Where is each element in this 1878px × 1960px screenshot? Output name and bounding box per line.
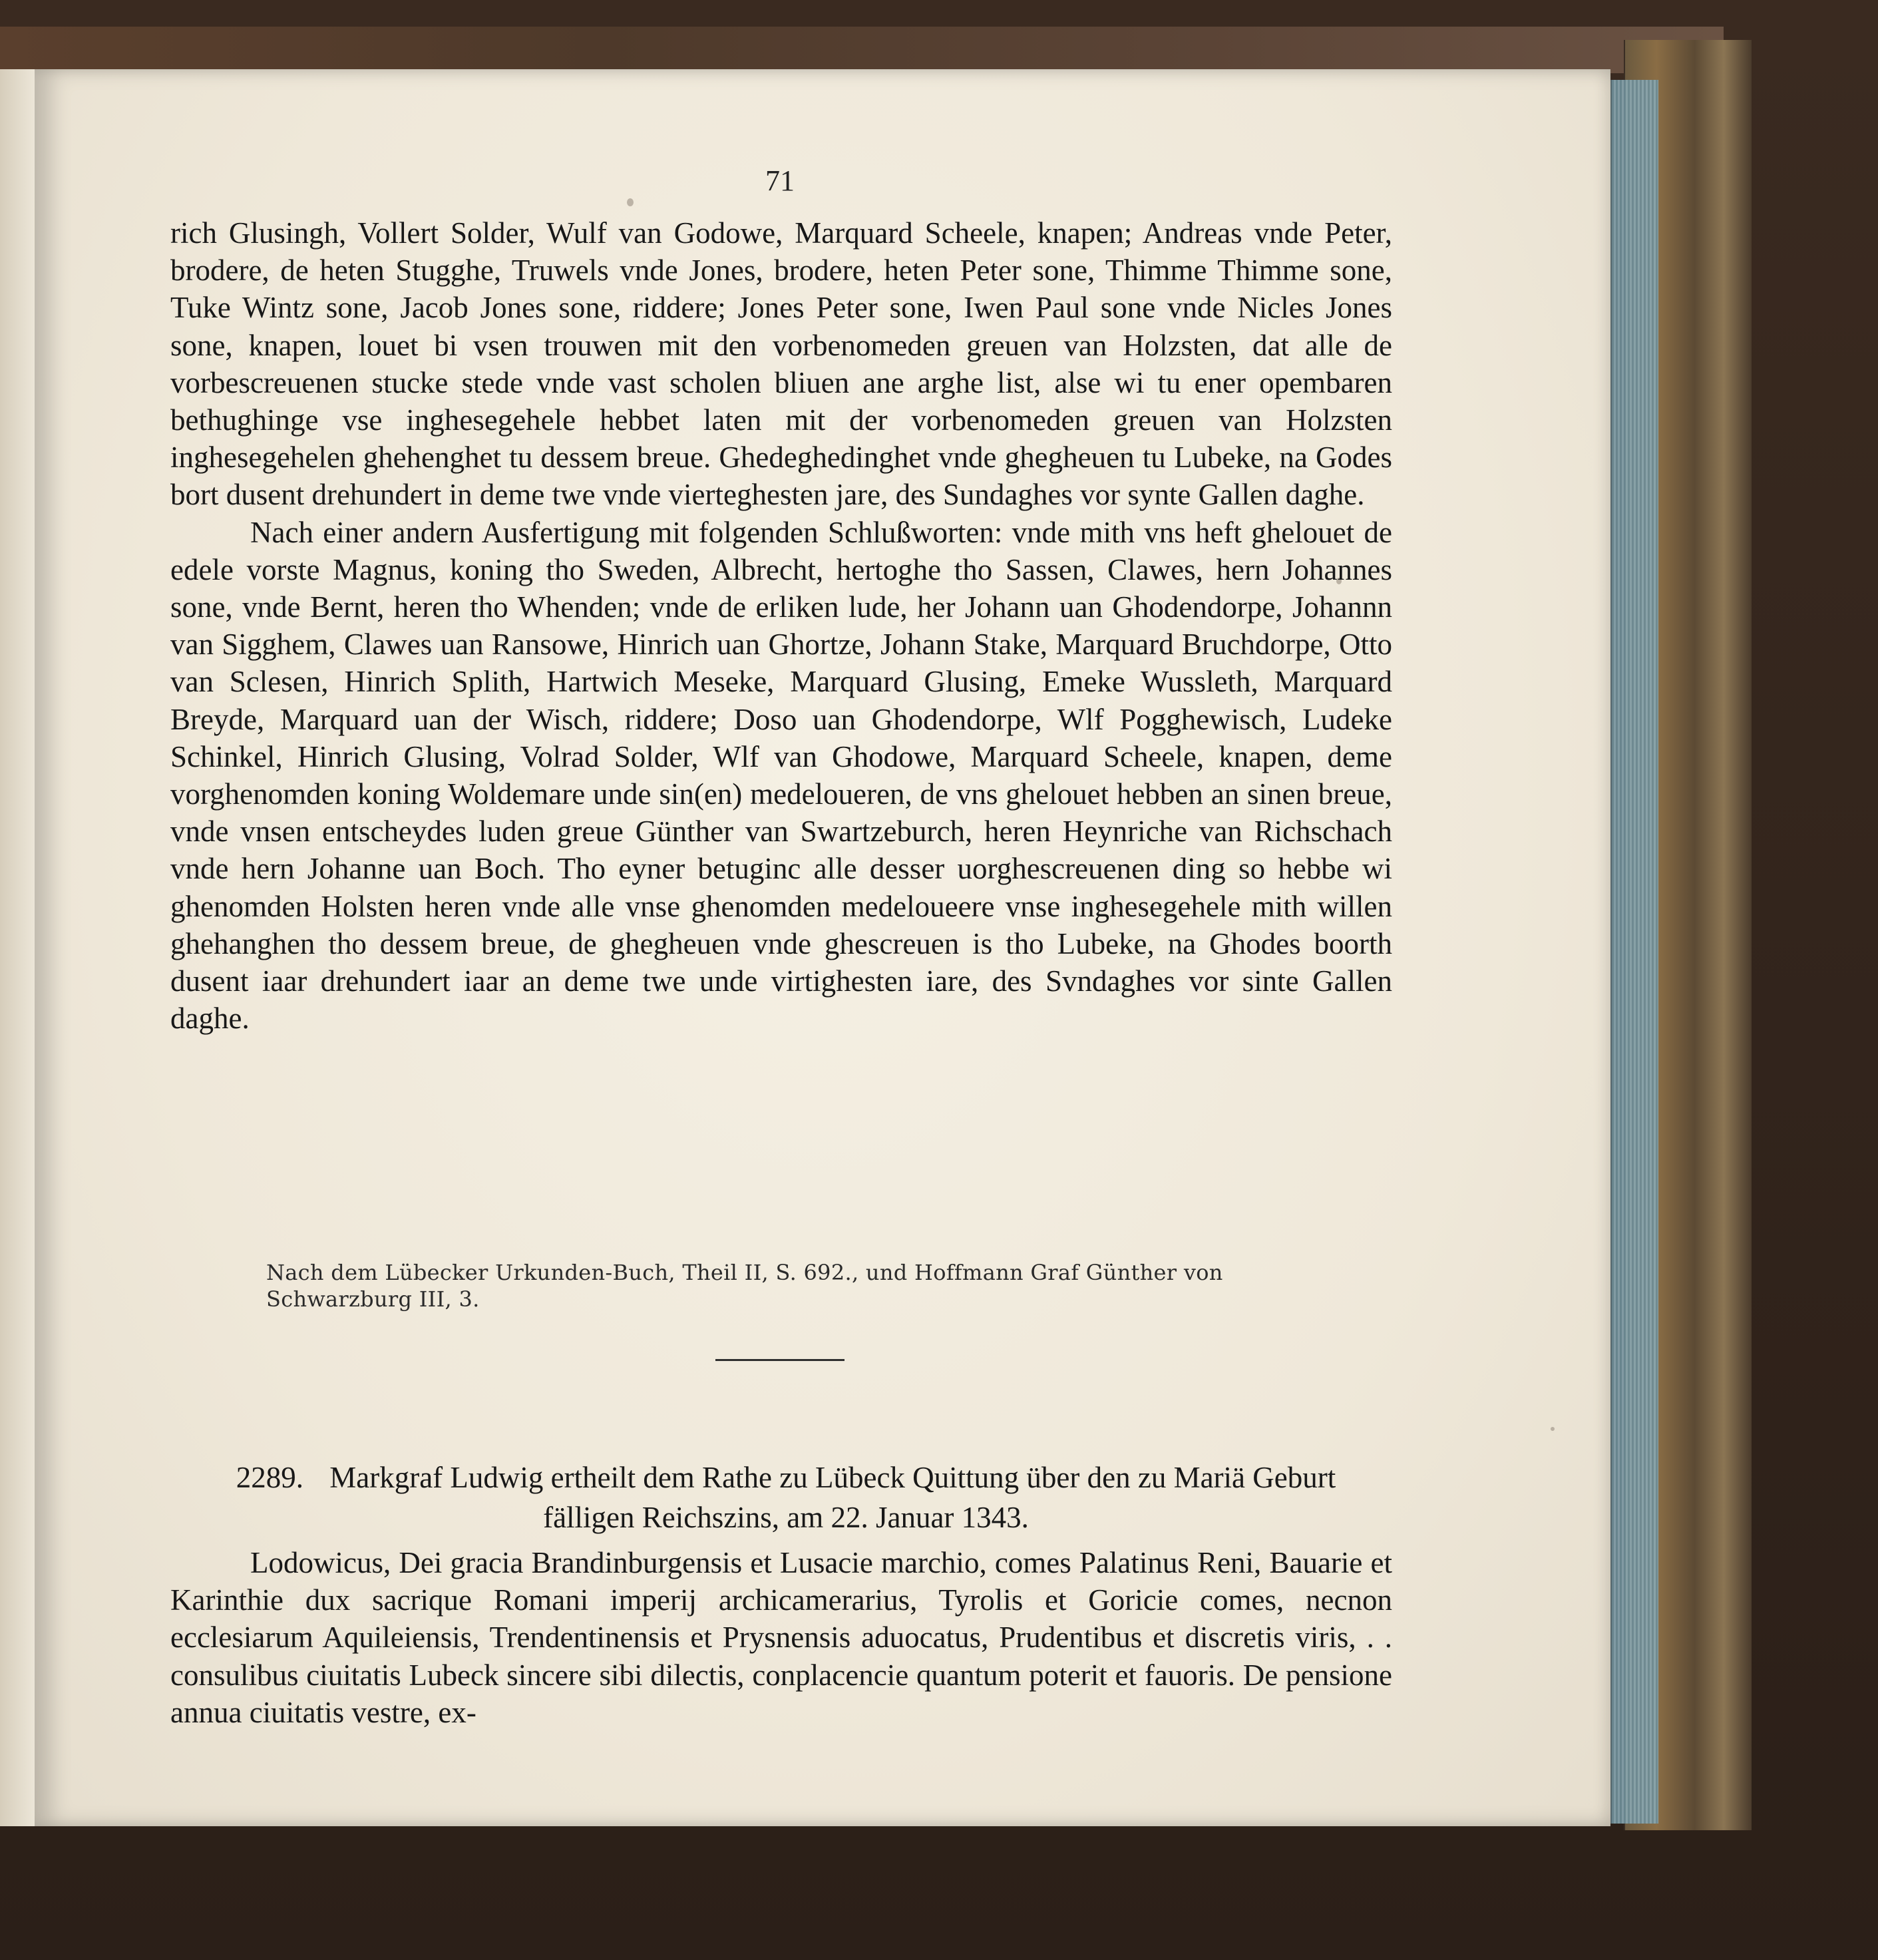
latin-text-block (170, 1544, 1392, 1731)
entry-heading-line-1 (180, 1458, 1392, 1497)
page-stack-edge (1610, 80, 1658, 1824)
entry-title-line-2: fälligen Reichszins, am 22. Januar 1343. (543, 1501, 1029, 1534)
source-citation: Nach dem Lübecker Urkunden-Buch, Theil II, S. 692., und Hoffmann Graf Günther von Schwarzburg III, 3. (266, 1260, 1223, 1312)
page-number: 71 (765, 164, 795, 197)
entry-number: 2289. (236, 1461, 303, 1494)
entry-heading (180, 1458, 1392, 1537)
section-divider (715, 1359, 845, 1361)
paper-speck (1551, 1427, 1555, 1431)
book-cover-top-edge (0, 27, 1724, 73)
paper-speck (627, 198, 634, 206)
latin-paragraph: Lodowicus, Dei gracia Brandinburgensis et Lusacie marchio, comes Palatinus Reni, Bauarie et Karinthie dux sacrique Romani imperij archicamerarius, Tyrolis et Goricie comes, necnon ecclesiarum Aquileiensis, Trendentinensis et Prysnensis aduocatus, Prudentibus et discretis viris, . . consulibus ciuitatis Lubeck sincere sibi dilectis, conplacencie quantum poterit et fauoris. De pensione annua ciuitatis vestre, ex- (170, 1546, 1392, 1729)
left-page-edge (0, 69, 36, 1826)
entry-title-line-1: Markgraf Ludwig ertheilt dem Rathe zu Lübeck Quittung über den zu Mariä Geburt (329, 1461, 1336, 1494)
main-text-block (170, 214, 1392, 1037)
charter-paragraph: rich Glusingh, Vollert Solder, Wulf van Godowe, Marquard Scheele, knapen; Andreas vnde Peter, brodere, de heten Stugghe, Truwels vnde Jones, brodere, heten Peter sone, Thimme Thimme sone, Tuke Wintz sone, Jacob Jones sone, riddere; Jones Peter sone, Iwen Paul sone vnde Nicles Jones sone, knapen, louet bi vsen trouwen mit den vorbenomeden greuen van Holzsten, dat alle de vorbescreuenen stucke stede vnde vast scholen bliuen ane arghe list, alse wi tu ener opembaren bethughinge vse inghesegehele hebbet laten mit der vorbenomeden greuen van Holzsten inghesegehelen ghehenghet tu dessem breue. Ghedeghedinghet vnde ghegheuen tu Lubeke, na Godes bort dusent drehundert in deme twe vnde vierteghesten jare, des Sundaghes vor synte Gallen daghe. (170, 216, 1392, 512)
alternate-version-paragraph: Nach einer andern Ausfertigung mit folgenden Schlußworten: vnde mith vns heft ghelouet de edele vorste Magnus, koning tho Sweden, Albrecht, hertoghe tho Sassen, Clawes, hern Johannes sone, vnde Bernt, heren tho Whenden; vnde de erliken lude, her Johann uan Ghodendorpe, Johannn van Sigghem, Clawes uan Ransowe, Hinrich uan Ghortze, Johann Stake, Marquard Bruchdorpe, Otto van Sclesen, Hinrich Splith, Hartwich Meseke, Marquard Glusing, Emeke Wussleth, Marquard Breyde, Marquard uan der Wisch, riddere; Doso uan Ghodendorpe, Wlf Pogghewisch, Ludeke Schinkel, Hinrich Glusing, Volrad Solder, Wlf van Ghodowe, Marquard Scheele, knapen, deme vorghenomden koning Woldemare unde sin(en) medeloueren, de vns ghelouet hebben an sinen breue, vnde vnsen entscheydes luden greue Günther van Swartzeburch, heren Heynriche van Richschach vnde hern Johanne uan Boch. Tho eyner betuginc alle desser uorghescreuenen ding so hebbe wi ghenomden Holsten heren vnde alle vnse ghenomden medeloueere vnse inghesegehele mith willen ghehanghen tho dessem breue, de ghegheuen vnde ghescreuen is tho Lubeke, na Ghodes boorth dusent iaar drehundert iaar an deme twe unde virtighesten iare, des Svndaghes vor sinte Gallen daghe. (170, 515, 1392, 1036)
